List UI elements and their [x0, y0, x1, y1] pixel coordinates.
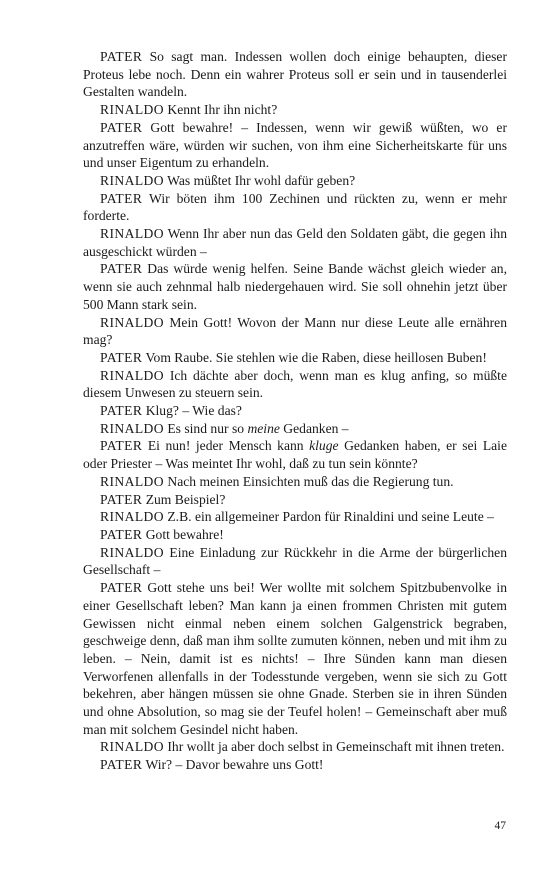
line-text: Wir? – Davor bewahre uns Gott! [145, 757, 324, 773]
dialogue-line [83, 172, 507, 190]
speaker-name: PATER [100, 438, 143, 454]
dialogue-line [83, 579, 507, 738]
dialogue-line [83, 119, 507, 172]
text-column [83, 48, 507, 774]
line-text: Eine Einladung zur Rückkehr in die Arme der bürgerlichen Gesellschaft – [83, 544, 507, 578]
speaker-name: PATER [100, 49, 143, 64]
line-text: Kennt Ihr ihn nicht? [167, 102, 278, 118]
dialogue-line [83, 526, 507, 544]
speaker-name: RINALDO [100, 172, 164, 188]
dialogue-line [83, 544, 507, 579]
speaker-name: RINALDO [100, 367, 164, 383]
speaker-name: RINALDO [100, 102, 164, 118]
line-text-end: Gedanken haben, er sei Laie oder Priester – Was meintet Ihr wohl, daß zu tun sein könnte? [83, 438, 507, 472]
speaker-name: PATER [100, 403, 143, 419]
dialogue-line [83, 260, 507, 313]
line-text: Nach meinen Einsichten muß das die Regierung tun. [167, 473, 454, 489]
speaker-name: RINALDO [100, 739, 164, 755]
speaker-name: RINALDO [100, 420, 164, 436]
dialogue-line [83, 101, 507, 119]
speaker-name: PATER [100, 119, 143, 135]
line-text: Was müßtet Ihr wohl dafür geben? [167, 172, 356, 188]
speaker-name: PATER [100, 580, 143, 596]
dialogue-line [83, 225, 507, 260]
dialogue-line [83, 190, 507, 225]
line-text: Mein Gott! Wovon der Mann nur diese Leute alle ernähren mag? [83, 314, 507, 348]
dialogue-line [83, 48, 507, 101]
speaker-name: RINALDO [100, 544, 164, 560]
line-text: Ihr wollt ja aber doch selbst in Gemeinschaft mit ihnen treten. [167, 739, 505, 755]
speaker-name: PATER [100, 261, 143, 277]
speaker-name: RINALDO [100, 226, 164, 242]
dialogue-line [83, 508, 507, 526]
speaker-name: PATER [100, 491, 143, 507]
speaker-name: PATER [100, 190, 143, 206]
line-text-end: Gedanken – [279, 420, 349, 436]
line-text: Gott bewahre! [145, 526, 224, 542]
emphasis-text: kluge [309, 438, 339, 454]
line-text: So sagt man. Indessen wollen doch einige behaupten, dieser Proteus lebe noch. Denn ein wahrer Proteus soll er sein und in tausenderlei Gestalten wandeln. [83, 49, 507, 100]
line-text: Ich dächte aber doch, wenn man es klug anfing, so müßte diesem Unwesen zu steuern sein. [83, 367, 507, 401]
speaker-name: PATER [100, 526, 143, 542]
line-text: Gott stehe uns bei! Wer wollte mit solchem Spitzbubenvolke in einer Gesellschaft leben? Man kann ja einen frommen Christen mit gutem Gewissen nicht einmal neben einem solchen Galgenstrick begraben, geschweige denn, daß man ihm sollte zumuten können, neben und mit ihm zu leben. – Nein, damit ist es nichts! – Ihre Sünden kann man diesen Verworfenen allenfalls in der Todesstunde vergeben, wenn sie sich zu Gott bekehren, aber hängen müssen sie ohne Gnade. Sterben sie in ihren Sünden und ohne Absolution, so mag sie der Teufel holen! – Gemeinschaft aber muß man mit solchem Gesindel nicht haben. [83, 580, 507, 737]
line-text: Ei nun! jeder Mensch kann [147, 438, 310, 454]
dialogue-line [83, 738, 507, 756]
line-text: Zum Beispiel? [145, 491, 226, 507]
line-text: Gott bewahre! – Indessen, wenn wir gewiß wüßten, wo er anzutreffen wäre, würden wir suchen, von ihm eine Sicherheitskarte für uns und unser Eigentum zu erhandeln. [83, 119, 507, 171]
line-text: Das würde wenig helfen. Seine Bande wächst gleich wieder an, wenn sie auch zehnmal halb niedergehauen wird. Sie soll ohnehin jetzt über 500 Mann stark sein. [83, 261, 507, 312]
page-number: 47 [494, 820, 506, 832]
dialogue-line [83, 402, 507, 420]
line-text: Es sind nur so [167, 420, 248, 436]
dialogue-line [83, 473, 507, 491]
dialogue-line [83, 367, 507, 402]
speaker-name: PATER [100, 349, 143, 365]
emphasis-text: meine [247, 420, 280, 436]
line-text: Z.B. ein allgemeiner Pardon für Rinaldini und seine Leute – [167, 509, 494, 525]
speaker-name: RINALDO [100, 473, 164, 489]
dialogue-line [83, 491, 507, 509]
line-text: Wir böten ihm 100 Zechinen und rückten zu, wenn er mehr forderte. [83, 190, 507, 224]
dialogue-line [83, 420, 507, 438]
speaker-name: PATER [100, 757, 143, 773]
dialogue-line [83, 437, 507, 472]
line-text: Klug? – Wie das? [145, 403, 242, 419]
speaker-name: RINALDO [100, 314, 164, 330]
dialogue-line [83, 314, 507, 349]
line-text: Vom Raube. Sie stehlen wie die Raben, diese heillosen Buben! [145, 349, 487, 365]
speaker-name: RINALDO [100, 509, 164, 525]
line-text: Wenn Ihr aber nun das Geld den Soldaten gäbt, die gegen ihn ausgeschickt würden – [83, 226, 507, 259]
dialogue-line [83, 349, 507, 367]
dialogue-line [83, 756, 507, 774]
